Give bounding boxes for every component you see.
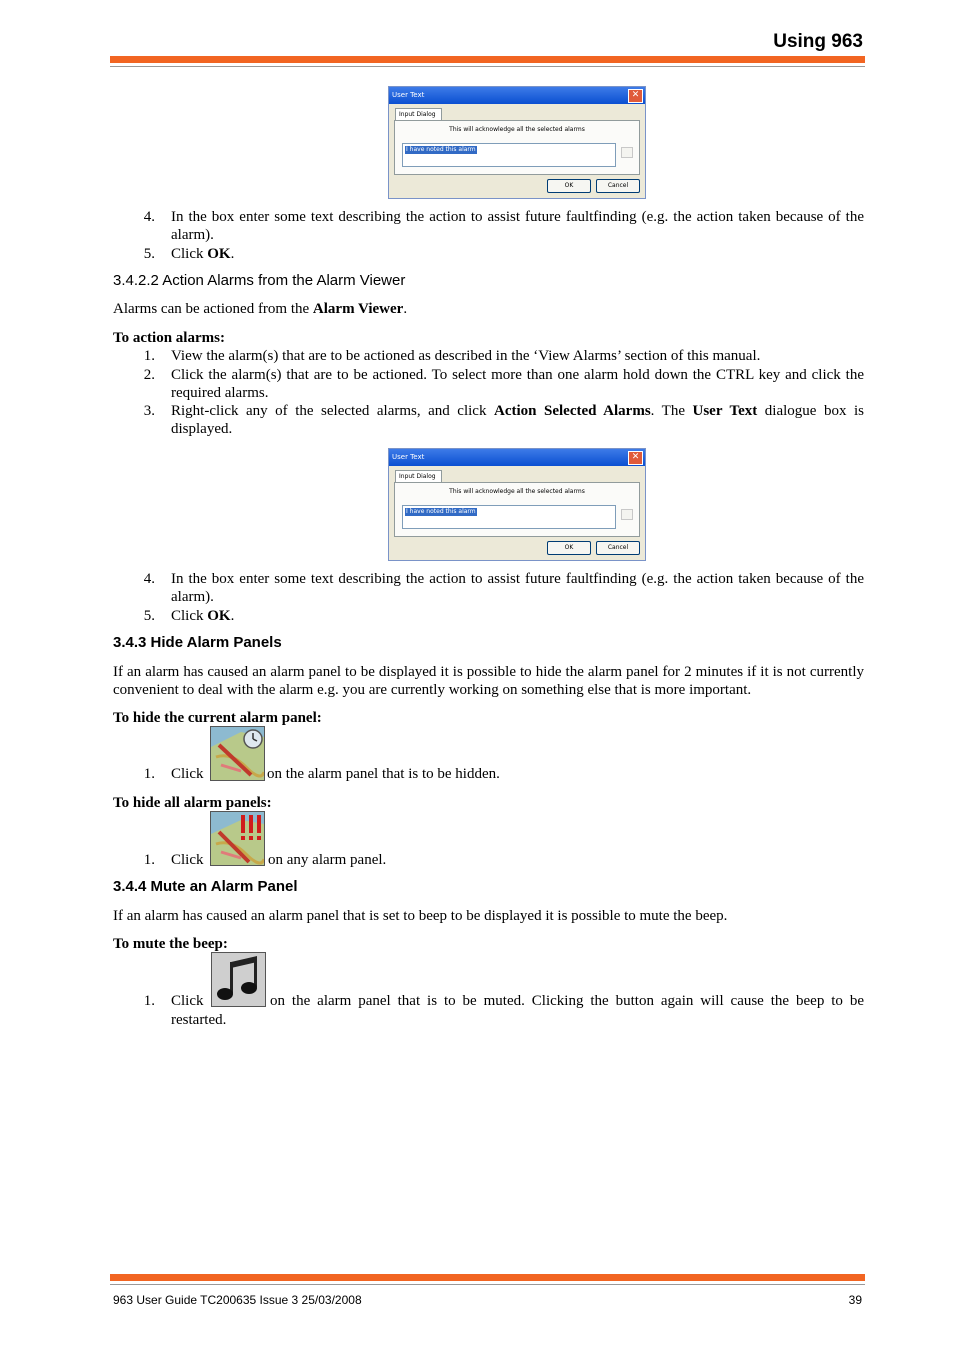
item-text: Click OK. xyxy=(171,246,235,262)
item-number: 1. xyxy=(143,852,155,868)
page-header-title: Using 963 xyxy=(773,31,863,52)
dialog-cancel-button: Cancel xyxy=(596,179,640,193)
item-number: 4. xyxy=(143,209,155,225)
item-number: 1. xyxy=(143,348,155,364)
user-text-dialog-screenshot xyxy=(388,86,646,199)
item-text: on any alarm panel. xyxy=(268,852,387,868)
section-heading-3-4-2-2: 3.4.2.2 Action Alarms from the Alarm Viewer xyxy=(113,272,406,289)
dialog-titlebar xyxy=(389,449,645,466)
item-text: Click OK. xyxy=(171,608,235,624)
section-intro: If an alarm has caused an alarm panel that is set to beep to be displayed it is possible to mute the beep. xyxy=(113,908,728,924)
dialog-text-input xyxy=(402,143,616,167)
mute-beep-icon[interactable] xyxy=(211,952,266,1007)
subheading-action-alarms: To action alarms: xyxy=(113,330,225,346)
close-icon: ✕ xyxy=(628,451,643,465)
subheading-mute-beep: To mute the beep: xyxy=(113,936,228,952)
item-number: 1. xyxy=(143,766,155,782)
dialog-title: User Text xyxy=(392,91,425,99)
page-number: 39 xyxy=(848,1293,862,1307)
item-text: Click the alarm(s) that are to be actioned. To select more than one alarm hold down the CTRL key and click the required alarms. xyxy=(171,367,864,401)
dialog-message: This will acknowledge all the selected alarms xyxy=(449,488,585,495)
close-icon: ✕ xyxy=(628,89,643,103)
list-item xyxy=(113,402,864,438)
list-item xyxy=(113,570,864,606)
item-text: Right-click any of the selected alarms, and click Action Selected Alarms. The User Text dialogue box is displayed. xyxy=(171,403,864,437)
dialog-cancel-button: Cancel xyxy=(596,541,640,555)
footer-document-info: 963 User Guide TC200635 Issue 3 25/03/2008 xyxy=(113,1293,362,1307)
item-number: 4. xyxy=(143,571,155,587)
tab-input-dialog: Input Dialog xyxy=(395,108,442,121)
dialog-ok-button: OK xyxy=(547,541,591,555)
dialog-panel xyxy=(394,482,640,537)
dialog-panel xyxy=(394,120,640,175)
item-number: 5. xyxy=(143,608,155,624)
dialog-titlebar xyxy=(389,87,645,104)
dialog-input-value: I have noted this alarm xyxy=(406,508,476,515)
header-rule-thin xyxy=(110,66,865,67)
item-text: Click xyxy=(171,993,204,1009)
section-intro: Alarms can be actioned from the Alarm Viewer. xyxy=(113,301,408,317)
dialog-side-button xyxy=(621,147,633,158)
user-text-dialog-screenshot xyxy=(388,448,646,561)
item-text: restarted. xyxy=(171,1012,227,1028)
list-item xyxy=(113,208,864,244)
header-rule xyxy=(110,56,865,63)
tab-input-dialog: Input Dialog xyxy=(395,470,442,483)
dialog-message: This will acknowledge all the selected alarms xyxy=(449,126,585,133)
item-text: on the alarm panel that is to be muted. Clicking the button again will cause the beep to be xyxy=(270,993,864,1009)
item-text: Click xyxy=(171,852,204,868)
dialog-ok-button: OK xyxy=(547,179,591,193)
dialog-title: User Text xyxy=(392,453,425,461)
list-item xyxy=(113,366,864,402)
dialog-side-button xyxy=(621,509,633,520)
footer-rule-thin xyxy=(110,1284,865,1285)
list-item xyxy=(113,245,864,263)
list-item xyxy=(113,347,864,365)
list-item xyxy=(113,607,864,625)
hide-all-alarms-icon[interactable] xyxy=(210,811,265,866)
item-number: 2. xyxy=(143,367,155,383)
section-intro: If an alarm has caused an alarm panel to be displayed it is possible to hide the alarm panel for 2 minutes if it is not currently convenient to deal with the alarm e.g. you are currently working on something else that is more important. xyxy=(113,664,864,698)
item-number: 1. xyxy=(143,993,155,1009)
item-text: Click xyxy=(171,766,204,782)
item-number: 5. xyxy=(143,246,155,262)
subheading-hide-all: To hide all alarm panels: xyxy=(113,795,272,811)
item-number: 3. xyxy=(143,403,155,419)
dialog-input-value: I have noted this alarm xyxy=(406,146,476,153)
footer-rule xyxy=(110,1274,865,1281)
hide-current-alarm-icon[interactable] xyxy=(210,726,265,781)
section-heading-3-4-4: 3.4.4 Mute an Alarm Panel xyxy=(113,878,298,895)
item-text: View the alarm(s) that are to be actioned as described in the ‘View Alarms’ section of this manual. xyxy=(171,348,761,364)
dialog-text-input xyxy=(402,505,616,529)
subheading-hide-current: To hide the current alarm panel: xyxy=(113,710,322,726)
section-heading-3-4-3: 3.4.3 Hide Alarm Panels xyxy=(113,634,282,651)
item-text: In the box enter some text describing the action to assist future faultfinding (e.g. the action taken because of the alarm). xyxy=(171,209,864,243)
item-text: In the box enter some text describing the action to assist future faultfinding (e.g. the action taken because of the alarm). xyxy=(171,571,864,605)
item-text: on the alarm panel that is to be hidden. xyxy=(267,766,500,782)
